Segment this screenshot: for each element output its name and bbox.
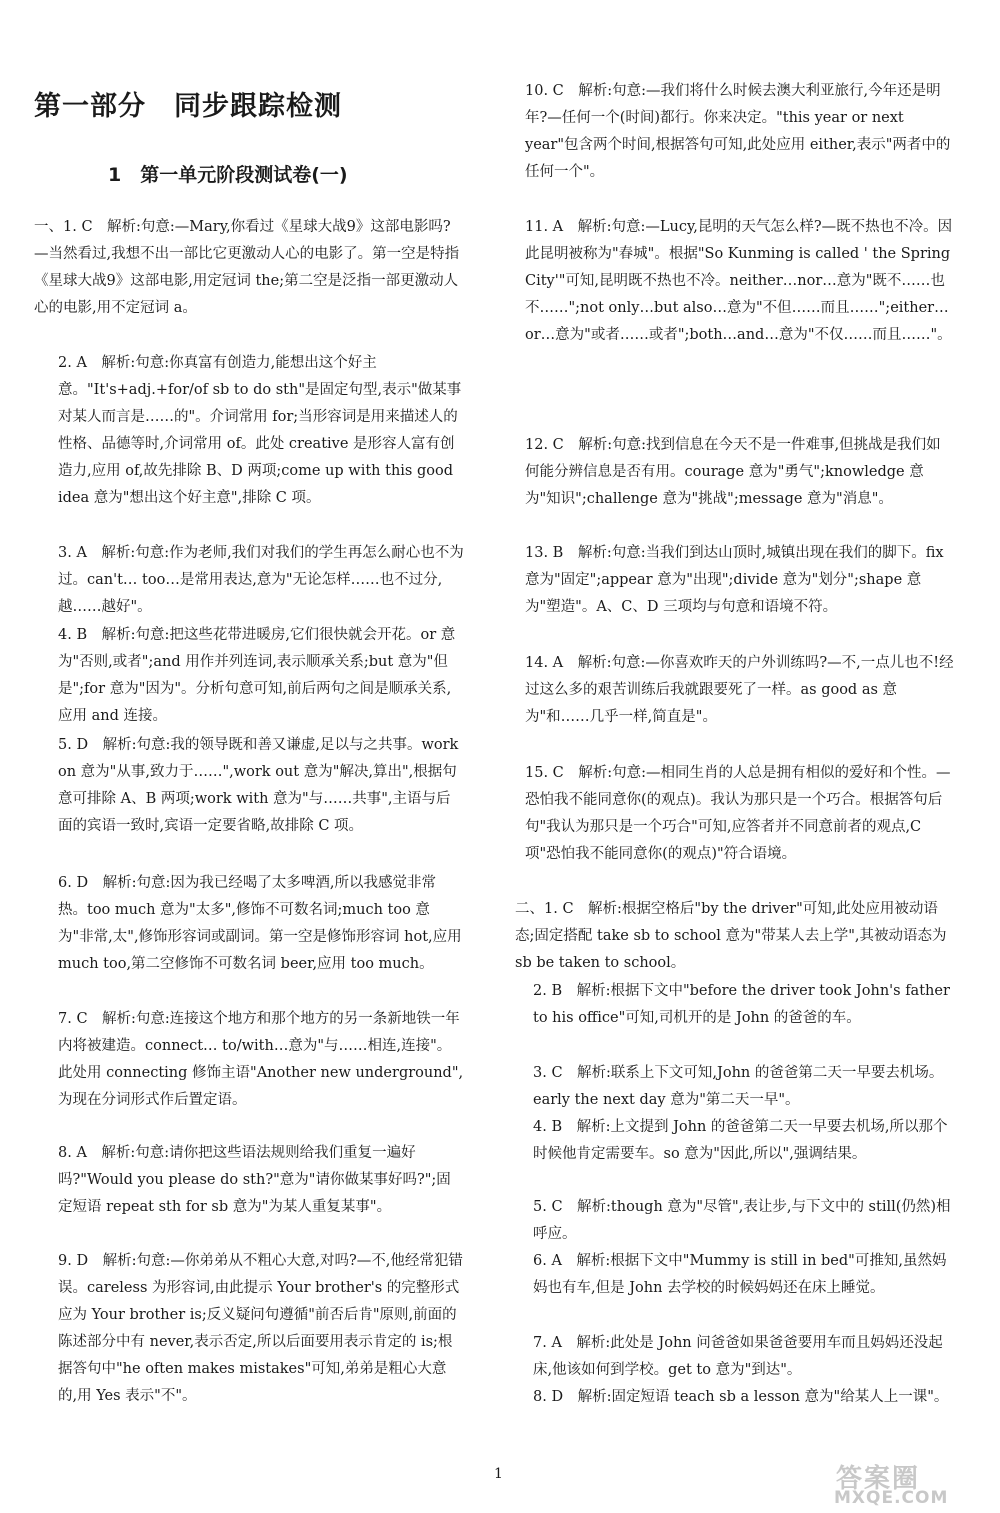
answer-entry: 一、1. C 解析:句意:—Mary,你看过《星球大战9》这部电影吗?—当然看过,我想不出一部比它更激动人心的电影了。第一空是特指《星球大战9》这部电影,用定冠词 the;第二空是泛指一部更激动人心的电影,用不定冠词 a。 <box>34 219 460 316</box>
part-title: 第一部分 同步跟踪检测 <box>34 91 342 122</box>
answer-entry: 8. D 解析:固定短语 teach sb a lesson 意为"给某人上一课"。 <box>533 1389 949 1405</box>
answer-entry: 15. C 解析:句意:—相同生肖的人总是拥有相似的爱好和个性。—恐怕我不能同意你(的观点)。我认为那只是一个巧合。根据答句后句"我认为那只是一个巧合"可知,应答者并不同意前者的观点,C 项"恐怕我不能同意你(的观点)"符合语境。 <box>525 765 951 862</box>
answer-entry: 5. C 解析:though 意为"尽管",表让步,与下文中的 still(仍然)相呼应。 <box>533 1199 951 1242</box>
answer-entry: 7. A 解析:此处是 John 问爸爸如果爸爸要用车而且妈妈还没起床,他该如何到学校。get to 意为"到达"。 <box>533 1335 943 1378</box>
answer-entry: 13. B 解析:句意:当我们到达山顶时,城镇出现在我们的脚下。fix 意为"固定";appear 意为"出现";divide 意为"划分";shape 意为"塑造"。A、C、D 三项均与句意和语境不符。 <box>525 545 944 615</box>
watermark-text-cn: 答案圈 <box>836 1464 921 1494</box>
answer-entry: 4. B 解析:句意:把这些花带进暖房,它们很快就会开花。or 意为"否则,或者";and 用作并列连词,表示顺承关系;but 意为"但是";for 意为"因为"。分析句意可知,前后两句之间是顺承关系,应用 and 连接。 <box>58 627 456 724</box>
answer-entry: 二、1. C 解析:根据空格后"by the driver"可知,此处应用被动语态;固定搭配 take sb to school 意为"带某人去上学",其被动语态为 sb be taken to school。 <box>515 901 947 971</box>
answer-entry: 7. C 解析:句意:连接这个地方和那个地方的另一条新地铁一年内将被建造。connect… to/with…意为"与……相连,连接"。此处用 connecting 修饰主语"Another new underground",为现在分词形式作后置定语。 <box>58 1011 464 1108</box>
answer-entry: 9. D 解析:句意:—你弟弟从不粗心大意,对吗?—不,他经常犯错误。careless 为形容词,由此提示 Your brother's 的完整形式应为 Your brother is;反义疑问句遵循"前否后肯"原则,前面的陈述部分中有 never,表示否定,所以后面要用表示肯定的 is;根据答句中"he often makes mistakes"可知,弟弟是粗心大意的,用 Yes 表示"不"。 <box>58 1253 463 1404</box>
answer-entry: 3. C 解析:联系上下文可知,John 的爸爸第二天一早要去机场。early the next day 意为"第二天一早"。 <box>533 1065 944 1108</box>
answer-entry: 12. C 解析:句意:找到信息在今天不是一件难事,但挑战是我们如何能分辨信息是否有用。courage 意为"勇气";knowledge 意为"知识";challenge 意为"挑战";message 意为"消息"。 <box>525 437 941 507</box>
answer-entry: 14. A 解析:句意:—你喜欢昨天的户外训练吗?—不,一点儿也不!经过这么多的艰苦训练后我就跟要死了一样。as good as 意为"和……几乎一样,简直是"。 <box>525 655 954 725</box>
unit-title: 1 第一单元阶段测试卷(一) <box>108 164 348 186</box>
answer-entry: 11. A 解析:句意:—Lucy,昆明的天气怎么样?—既不热也不冷。因此昆明被称为"春城"。根据"So Kunming is called ' the Spring City'"可知,昆明既不热也不冷。neither…nor…意为"既不……也不……";not only…but also…意为"不但……而且……";either…or…意为"或者……或者";both…and…意为"不仅……而且……"。 <box>525 219 953 343</box>
answer-entry: 8. A 解析:句意:请你把这些语法规则给我们重复一遍好吗?"Would you please do sth?"意为"请你做某事好吗?";固定短语 repeat sth for sb 意为"为某人重复某事"。 <box>58 1145 451 1215</box>
watermark-logo <box>828 1458 988 1510</box>
answer-entry: 5. D 解析:句意:我的领导既和善又谦虚,足以与之共事。work on 意为"从事,致力于……",work out 意为"解决,算出",根据句意可排除 A、B 两项;work with 意为"与……共事",主语与后面的宾语一致时,宾语一定要省略,故排除 C 项。 <box>58 737 459 834</box>
watermark-text-en: MXQE.COM <box>834 1488 949 1508</box>
answer-entry: 4. B 解析:上文提到 John 的爸爸第二天一早要去机场,所以那个时候他肯定需要车。so 意为"因此,所以",强调结果。 <box>533 1119 948 1162</box>
answer-entry: 10. C 解析:句意:—我们将什么时候去澳大利亚旅行,今年还是明年?—任何一个(时间)都行。你来决定。"this year or next year"包含两个时间,根据答句可知,此处应用 either,表示"两者中的任何一个"。 <box>525 83 951 180</box>
page-number: 1 <box>494 1466 503 1482</box>
answer-entry: 2. B 解析:根据下文中"before the driver took John's father to his office"可知,司机开的是 John 的爸爸的车。 <box>533 983 950 1026</box>
answer-entry: 2. A 解析:句意:你真富有创造力,能想出这个好主意。"It's+adj.+for/of sb to do sth"是固定句型,表示"做某事对某人而言是……的"。介词常用 for;当形容词是用来描述人的性格、品德等时,介词常用 of。此处 creative 是形容人富有创造力,应用 of,故先排除 B、D 两项;come up with this good idea 意为"想出这个好主意",排除 C 项。 <box>58 355 462 506</box>
answer-entry: 3. A 解析:句意:作为老师,我们对我们的学生再怎么耐心也不为过。can't… too…是常用表达,意为"无论怎样……也不过分,越……越好"。 <box>58 545 464 615</box>
answer-entry: 6. D 解析:句意:因为我已经喝了太多啤酒,所以我感觉非常热。too much 意为"太多",修饰不可数名词;much too 意为"非常,太",修饰形容词或副词。第一空是修饰形容词 hot,应用 much too,第二空修饰不可数名词 beer,应用 too much。 <box>58 875 462 972</box>
answer-entry: 6. A 解析:根据下文中"Mummy is still in bed"可推知,虽然妈妈也有车,但是 John 去学校的时候妈妈还在床上睡觉。 <box>533 1253 947 1296</box>
